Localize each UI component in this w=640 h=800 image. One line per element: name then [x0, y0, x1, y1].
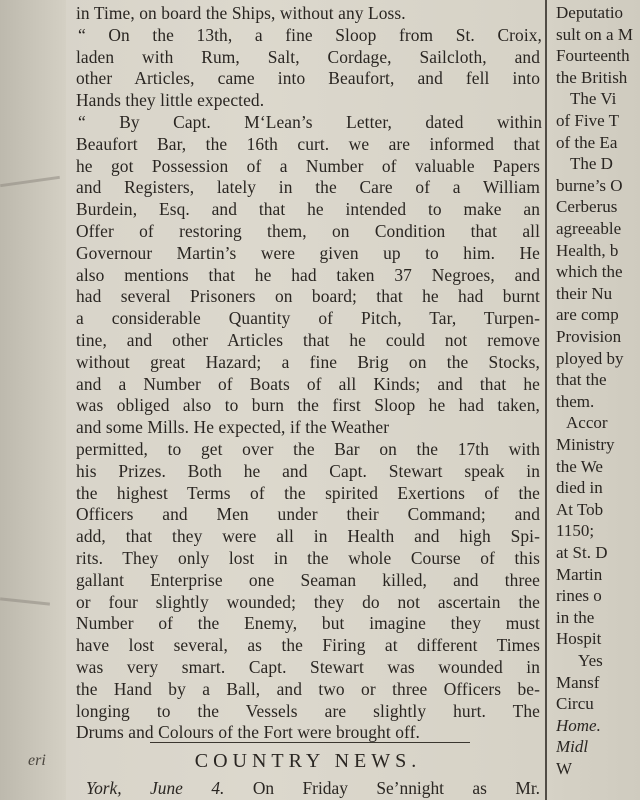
article-line: in Time, on board the Ships, without any Loss.: [76, 3, 406, 23]
article-line: had several Prisoners on board; that he had burnt: [76, 286, 540, 307]
section-rule: [150, 742, 470, 743]
right-column-line: The Vi: [570, 89, 617, 109]
article-line: Drums and Colours of the Fort were brought off.: [76, 722, 420, 743]
right-column-line: Health, b: [556, 240, 619, 260]
article-line: laden with Rum, Salt, Cordage, Sailcloth, and: [76, 46, 540, 67]
article-line: have lost several, as the Firing at different Times: [76, 635, 540, 656]
article-line: Offer of restoring them, on Condition that all: [76, 221, 540, 241]
right-column-line: Midl: [556, 737, 589, 757]
right-column-line: which the: [556, 262, 623, 282]
right-column-line: Cerberus: [556, 197, 618, 217]
article-line: Beaufort Bar, the 16th curt. we are informed that: [76, 133, 540, 154]
dateline: [86, 778, 540, 799]
article-line: tine, and other Articles that he could not remove: [76, 330, 540, 350]
right-column-line: Fourteenth: [556, 46, 630, 66]
article-line: Number of the Enemy, but imagine they must: [76, 613, 540, 634]
right-column-line: The D: [570, 154, 613, 174]
right-column-line: of Five T: [556, 111, 619, 130]
article-line: a considerable Quantity of Pitch, Tar, Turpen-: [76, 308, 540, 329]
article-line: Burdein, Esq. and that he intended to make an: [76, 199, 540, 220]
right-column-line: Circu: [556, 694, 594, 714]
article-line: Officers and Men under their Command; and: [76, 504, 540, 525]
article-line: Governour Martin’s were given up to him. He: [76, 242, 540, 263]
right-column-line: W: [556, 759, 573, 778]
right-column-line: Deputatio: [556, 3, 624, 22]
article-line: other Articles, came into Beaufort, and fell into: [76, 68, 540, 89]
article-line: “ On the 13th, a fine Sloop from St. Croix,: [78, 24, 542, 45]
page-margin: [0, 0, 66, 800]
article-line: his Prizes. Both he and Capt. Stewart speak in: [76, 460, 540, 481]
column-divider: [545, 0, 547, 800]
article-line: gallant Enterprise one Seaman killed, and three: [76, 569, 540, 590]
article-line: or four slightly wounded; they do not ascertain the: [76, 591, 540, 612]
right-column-line: are comp: [556, 305, 619, 325]
right-column-line: sult on a M: [556, 24, 633, 44]
right-article-column: [556, 0, 640, 800]
right-column-line: in the: [556, 607, 595, 627]
right-column-line: agreeable: [556, 219, 622, 238]
article-line: rits. They only lost in the whole Course of this: [76, 548, 540, 568]
right-column-line: Martin: [556, 564, 603, 584]
right-column-line: that the: [556, 370, 607, 390]
article-line: the Hand by a Ball, and two or three Officers be-: [76, 678, 540, 699]
article-line: and a Number of Boats of all Kinds; and that he: [76, 373, 540, 394]
right-column-line: the We: [556, 456, 603, 476]
right-column-line: Provision: [556, 327, 622, 346]
article-line: was obliged also to burn the first Sloop he had taken,: [76, 395, 540, 416]
right-column-line: died in: [556, 478, 603, 498]
article-line: add, that they were all in Health and high Spi-: [76, 526, 540, 547]
margin-text-fragment: eri: [28, 752, 46, 769]
dateline-place: York, June 4.: [86, 778, 225, 798]
article-line: he got Possession of a Number of valuable Papers: [76, 155, 540, 176]
article-line: permitted, to get over the Bar on the 17th with: [76, 439, 540, 459]
right-column-line: them.: [556, 391, 595, 411]
right-column-line: rines o: [556, 586, 602, 606]
right-column-line: Yes: [578, 651, 603, 670]
right-column-line: the British: [556, 67, 628, 87]
right-column-line: Hospit: [556, 629, 602, 649]
right-column-line: Mansf: [556, 672, 600, 692]
dateline-text: On Friday Se’nnight as Mr.: [252, 778, 540, 798]
right-column-line: At Tob: [556, 499, 604, 519]
section-heading: COUNTRY NEWS.: [194, 750, 422, 772]
article-line: and Registers, lately in the Care of a William: [76, 177, 540, 198]
right-column-line: burne’s O: [556, 175, 623, 195]
article-line: without great Hazard; a fine Brig on the Stocks,: [76, 351, 540, 372]
main-article-column: [76, 0, 540, 800]
article-line: longing to the Vessels are slightly hurt. The: [76, 700, 540, 721]
right-column-line: Accor: [566, 413, 608, 433]
article-line: was very smart. Capt. Stewart was wounded in: [76, 657, 540, 677]
article-line: the highest Terms of the spirited Exertions of the: [76, 482, 540, 503]
right-column-line: Home.: [556, 715, 601, 735]
article-line: and some Mills. He expected, if the Weather: [76, 417, 390, 438]
article-line: Hands they little expected.: [76, 90, 265, 111]
article-line: also mentions that he had taken 37 Negroes, and: [76, 264, 540, 285]
right-column-line: Ministry: [556, 435, 615, 454]
right-column-line: of the Ea: [556, 132, 618, 152]
article-line: “ By Capt. M‘Lean’s Letter, dated within: [78, 112, 542, 132]
right-column-line: ployed by: [556, 348, 624, 368]
right-column-line: at St. D: [556, 543, 608, 562]
right-column-line: 1150;: [556, 521, 595, 541]
right-column-line: their Nu: [556, 283, 613, 303]
